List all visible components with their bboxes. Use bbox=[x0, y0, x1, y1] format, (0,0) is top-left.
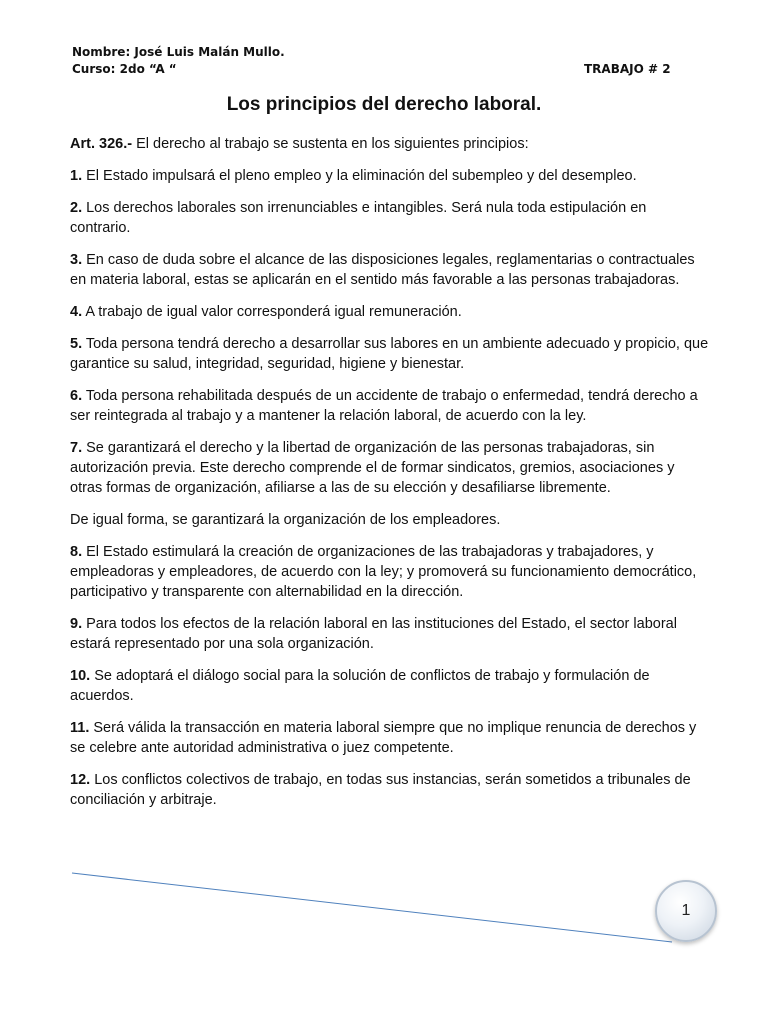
principle-number: 9. bbox=[70, 616, 83, 632]
author-name: Nombre: José Luis Malán Mullo. bbox=[72, 45, 285, 59]
principle-number: 6. bbox=[70, 388, 83, 404]
principle-number: 5. bbox=[70, 336, 83, 352]
assignment-number: TRABAJO # 2 bbox=[584, 62, 671, 76]
extra-paragraph: De igual forma, se garantizará la organización de los empleadores. bbox=[70, 512, 501, 528]
article-label: Art. 326.- bbox=[70, 136, 133, 152]
article-intro-text: El derecho al trabajo se sustenta en los siguientes principios: bbox=[132, 136, 529, 152]
principle-number: 8. bbox=[70, 544, 83, 560]
principle-number: 1. bbox=[70, 168, 83, 184]
principle-text: En caso de duda sobre el alcance de las disposiciones legales, reglamentarias o contractuales en materia laboral, estas se aplicarán en el sentido más favorable a las personas trabajadoras. bbox=[70, 252, 695, 288]
page-number: 1 bbox=[681, 902, 691, 919]
principle-number: 10. bbox=[70, 668, 91, 684]
course-label: Curso: 2do “A “ bbox=[72, 62, 177, 76]
principle-number: 2. bbox=[70, 200, 83, 216]
page-number-badge bbox=[655, 880, 717, 942]
principle-text: Toda persona rehabilitada después de un accidente de trabajo o enfermedad, tendrá derecho a ser reintegrada al trabajo y a mantener la relación laboral, de acuerdo con la ley. bbox=[70, 388, 698, 424]
principle-text: Los conflictos colectivos de trabajo, en todas sus instancias, serán sometidos a tribunales de conciliación y arbitraje. bbox=[70, 772, 691, 808]
principle-text: Se adoptará el diálogo social para la solución de conflictos de trabajo y formulación de acuerdos. bbox=[70, 668, 650, 704]
principle-text: A trabajo de igual valor corresponderá igual remuneración. bbox=[82, 304, 462, 320]
principle-number: 7. bbox=[70, 440, 83, 456]
principle-text: Toda persona tendrá derecho a desarrollar sus labores en un ambiente adecuado y propicio, que garantice su salud, integridad, seguridad, higiene y bienestar. bbox=[70, 336, 709, 372]
principle-text: Se garantizará el derecho y la libertad de organización de las personas trabajadoras, sin autorización previa. Este derecho comprende el de formar sindicatos, gremios, asociaciones y otras formas de organización, afiliarse a las de su elección y desafiliarse libremente. bbox=[70, 440, 675, 496]
principle-number: 12. bbox=[70, 772, 91, 788]
principle-number: 4. bbox=[70, 304, 83, 320]
principle-number: 3. bbox=[70, 252, 83, 268]
document-title: Los principios del derecho laboral. bbox=[226, 94, 542, 115]
principle-text: El Estado impulsará el pleno empleo y la eliminación del subempleo y del desempleo. bbox=[82, 168, 637, 184]
principle-text: Será válida la transacción en materia laboral siempre que no implique renuncia de derechos y se celebre ante autoridad administrativa o juez competente. bbox=[70, 720, 697, 756]
principle-text: Para todos los efectos de la relación laboral en las instituciones del Estado, el sector laboral estará representado por una sola organización. bbox=[70, 616, 677, 652]
principle-number: 11. bbox=[70, 720, 90, 736]
principle-text: El Estado estimulará la creación de organizaciones de las trabajadoras y trabajadores, y empleadoras y empleadores, de acuerdo con la ley; y promoverá su funcionamiento democrático, participativo y transparente con alternabilidad en la dirección. bbox=[70, 544, 697, 600]
principle-text: Los derechos laborales son irrenunciables e intangibles. Será nula toda estipulación en contrario. bbox=[70, 200, 647, 236]
